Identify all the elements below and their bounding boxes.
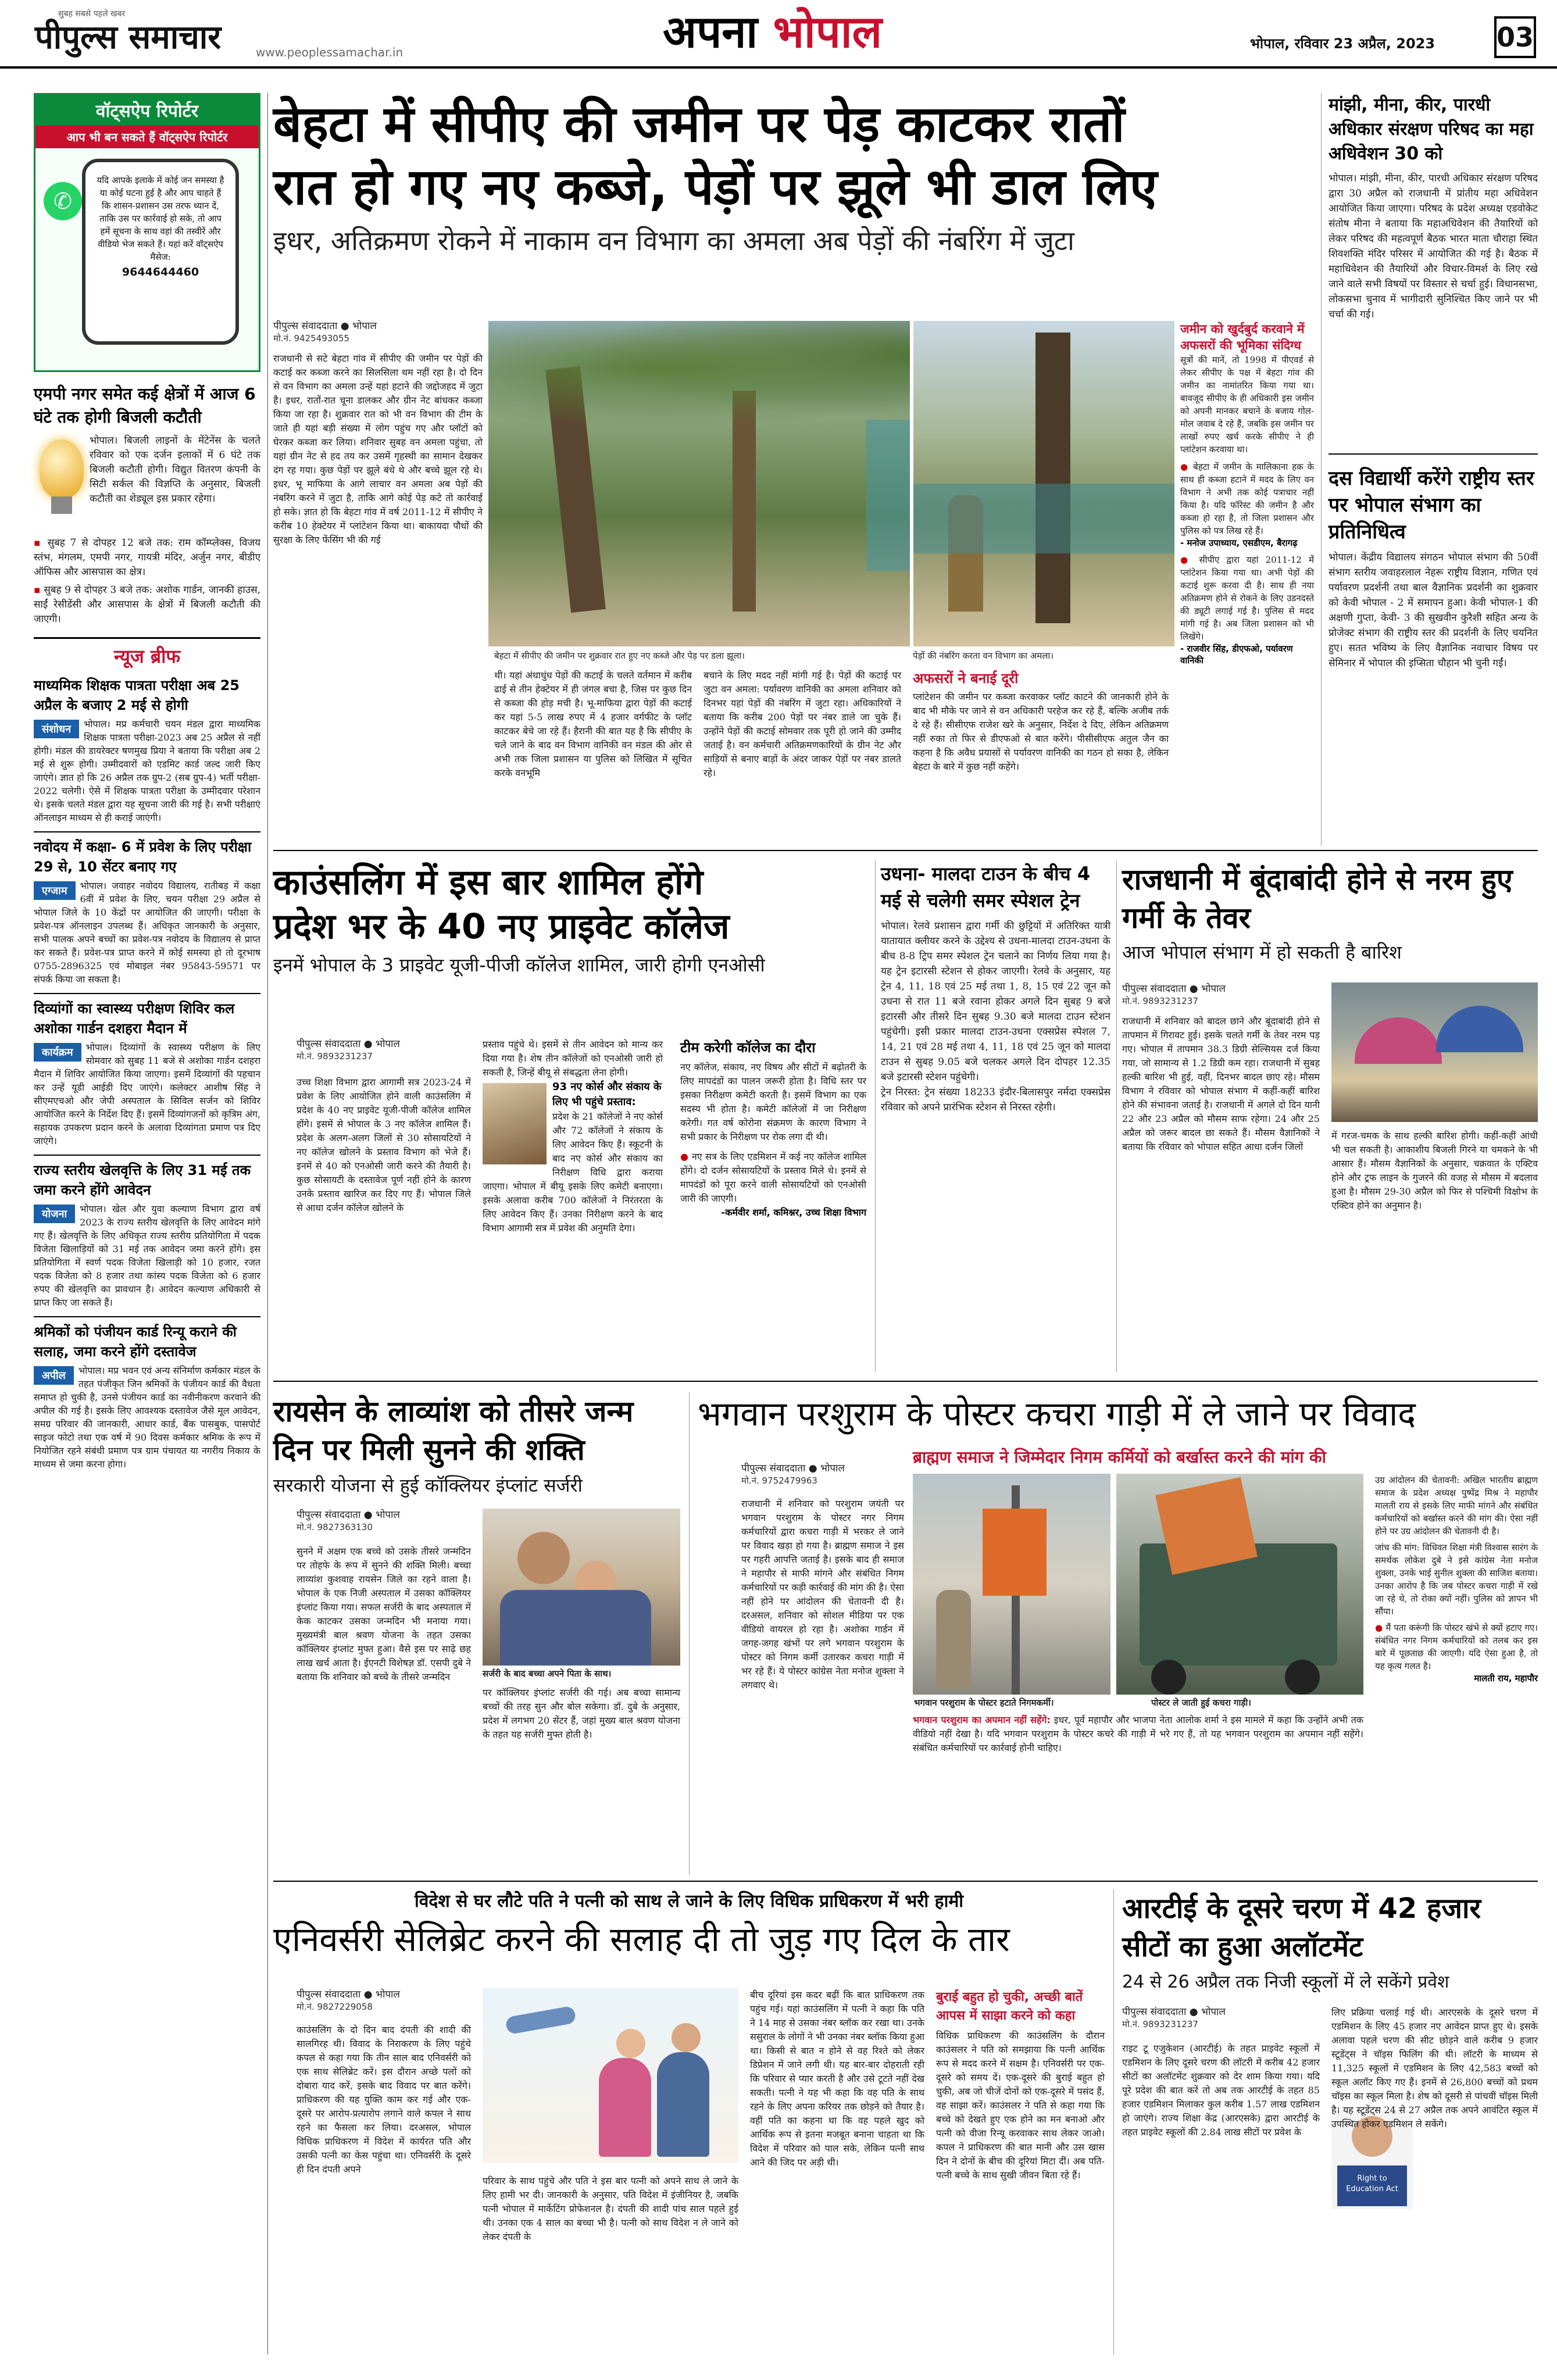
college-quote: ● नए सत्र के लिए एडमिशन में कई नए कॉलेज शामिल होंगे। दो दर्जन सोसायटियों के प्रस्ताव मिले थे। इनमें से मापदंडों को पूरा करने वाली सोसायटियों को एनओसी जारी की जाएगी। bbox=[680, 1151, 866, 1204]
weather-photo bbox=[1331, 982, 1538, 1122]
hearing-mobile: मो.नं. 9827363130 bbox=[297, 1522, 373, 1532]
hearing-col-1: सुनने में अक्षम एक बच्चे को उसके तीसरे जन्मदिन पर तोहफे के रूप में सुनने की शक्ति मिली। बच्चा लाव्यांश कुशवाह रायसेन जिले का रहने वाला है। भोपाल के एक निजी अस्पताल में उसका कॉक्लियर इंप्लांट किया गया। सफल सर्जरी के बाद अस्पताल में केक काटकर उसका जन्मदिन भी मनाया गया। मुख्यमंत्री बाल श्रवण योजना के तहत उसका कॉक्लियर इंप्लांट मुफ्त हुआ। वैसे इस पर साढ़े छह लाख खर्च आता है। ईएनटी विशेषज्ञ डॉ. एसपी दुबे ने बताया कि शनिवार को बच्चे के तीसरे जन्मदिन bbox=[297, 1546, 471, 1682]
parshuram-bottom bbox=[913, 1713, 1363, 1755]
college-mobile: मो.नं. 9893231237 bbox=[297, 1051, 373, 1062]
lead-quote-1: ● बेहटा में जमीन के मालिकाना हक के साथ ही कब्जा हटाने में मदद के लिए वन विभाग ने अभी तक कोई पत्राचार नहीं किया है। यदि फॉरेस्ट की जमीन है और कब्जा हो रहा है, तो जिला प्रशासन और पुलिस को पत्र लिख रहे हैं। bbox=[1180, 462, 1315, 536]
power-cut-slot-2: ▪ सुबह 9 से दोपहर 3 बजे तक: अशोक गार्डन, जानकी हाउस, साईं रेसीडेंसी और आसपास के क्षेत्रों में बिजली कटौती की जाएगी। bbox=[34, 584, 260, 625]
weather-col-1: राजधानी में शनिवार को बादल छाने और बूंदाबांदी होने से तापमान में गिरावट हुई। इसके चलते गर्मी के तेवर नरम पड़ गए। भोपाल में तापमान 38.3 डिग्री सेल्सियस दर्ज किया गया, जो सामान्य से 1.2 डिग्री कम रहा। राजधानी में सुबह हल्की बारिश भी हुई, वहीं, दिनभर बादल छाए रहे। मौसम विभाग ने रविवार को भोपाल संभाग में कहीं-कहीं बारिश होने की संभावना जताई है। राजधानी में अगले दो दिन यानी 22 और 23 अप्रैल को मौसम साफ रहेगा। 24 और 25 अप्रैल को जरूर बादल छा सकते हैं। मौसम वैज्ञानिकों ने बताया कि रविवार को भोपाल सहित आधा दर्जन जिलों bbox=[1122, 1016, 1320, 1152]
news-brief-body: भोपाल। दिव्यांगों के स्वास्थ्य परीक्षण के लिए सोमवार को सुबह 11 बजे से अशोका गार्डन दशहरा मैदान में शिविर आयोजित किया जाएगा। इसमें दिव्यांगों की पहचान कर उन्हें यूडी आईडी दिए जाएंगे। कलेक्टर आशीष सिंह ने सीएमएचओ और जेपी अस्पताल के सिविल सर्जन को शिविर आयोजित करने के निर्देश दिए हैं। इसमें दिव्यांगजनों को कृत्रिम अंग, सहायक उपकरण प्रदान करने के अलावा दिव्यांगता प्रमाण पत्र दिए जाएंगे। bbox=[34, 1042, 260, 1146]
hearing-headline: रायसेन के लाव्यांश को तीसरे जन्म दिन पर मिली सुनने की शक्ति bbox=[273, 1395, 634, 1467]
news-brief-tag: योजना bbox=[34, 1205, 75, 1223]
logo-tagline: सुबह सबसे पहले खबर bbox=[58, 9, 126, 19]
students-story bbox=[1329, 465, 1538, 671]
college-col-2: प्रस्ताव पहुंचे थे। इसमें से तीन आवेदन को मान्य कर दिया गया है। शेष तीन कॉलेजों को एनओसी जारी हो सकती है, जिन्हें बीयू से संबद्धता लेना होगी। bbox=[483, 1039, 663, 1078]
college-byline-block bbox=[297, 1038, 471, 1062]
lead-caption-2: पेड़ों की नंबरिंग करता वन विभाग का अमला। bbox=[913, 651, 1054, 661]
lead-photo-2 bbox=[910, 321, 1174, 646]
news-brief-item bbox=[34, 1316, 260, 1471]
lead-quote-2-by: - राजवीर सिंह, डीएफओ, पर्यावरण वानिकी bbox=[1180, 644, 1293, 666]
parshuram-story bbox=[698, 1392, 1538, 1753]
masthead bbox=[0, 0, 1557, 69]
power-cut-slot-1: ▪ सुबह 7 से दोपहर 12 बजे तक: राम कॉम्प्लेक्स, विजय स्तंभ, मंगलम, एमपी नगर, गायत्री मंदिर, अर्जुन नगर, बीडीए ऑफिस और आसपास का क्षेत्र। bbox=[34, 537, 260, 578]
lead-quote-1-by: - मनोज उपाध्याय, एसडीएम, बैरागढ़ bbox=[1180, 538, 1298, 548]
students-body: भोपाल। केंद्रीय विद्यालय संगठन भोपाल संभाग की 50वीं संभाग स्तरीय जवाहरलाल नेहरू राष्ट्रीय विज्ञान, गणित एवं पर्यावरण प्रदर्शनी तथा बाल वैज्ञानिक प्रदर्शनी का शुक्रवार को केवी भोपाल - 2 में समापन हुआ। केवी भोपाल-1 की अक्षणी गुप्ता, केवी- 3 की सुखवीन कुरैशी सहित अन्य के प्रोजेक्ट संभाग की राष्ट्रीय स्तर की प्रदर्शनी के लिए चयनित हुए। सतत भविष्य के लिए वैज्ञानिक नवाचार विषय पर सेमिनार में भोपाल की इप्सिता चौहान भी चुनी गईं। bbox=[1329, 552, 1538, 669]
rule bbox=[273, 1881, 1538, 1882]
weather-col-2: में गरज-चमक के साथ हल्की बारिश होगी। कहीं-कहीं आंधी भी चल सकती है। आकाशीय बिजली गिरने या चमकने के भी आसार हैं। मौसम वैज्ञानिकों के अनुसार, चक्रवात के एक्टिव होने और ट्रफ लाइन के गुजरने की वजह से मौसम में बदलाव हुआ है। मौसम 29-30 अप्रैल को फिर से पश्चिमी विक्षोभ के एक्टिव होने का अनुमान है। bbox=[1331, 1130, 1538, 1211]
news-brief-body: भोपाल। मप्र कर्मचारी चयन मंडल द्वारा माध्यमिक शिक्षक पात्रता परीक्षा-2023 अब 25 अप्रैल से नहीं होगी। मंडल की डायरेक्टर षणमुख प्रिया ने बताया कि परीक्षा अब 2 मई से शुरू होगी। उम्मीदवारों को एडमिट कार्ड जल्द जारी किए जाएंगे। ज्ञात हो कि 26 अप्रैल तक ग्रुप-2 (सब ग्रुप-4) भर्ती परीक्षा- 2022 चलेगी। ऐसे में शिक्षक पात्रता परीक्षा के उम्मीदवार परेशान थे। इसके चलते मंडल द्वारा यह सूचना जारी की गई है। सभी परीक्षाएं ऑनलाइन माध्यम से ही कराई जाएंगी। bbox=[34, 719, 260, 823]
lead-sub2-head: अफसरों ने बनाई दूरी bbox=[913, 670, 1019, 687]
column-rule bbox=[1321, 93, 1322, 846]
college-col-2b: प्रदेश के 21 कॉलेजों ने नए कोर्स और 72 कॉलेजों ने संकाय के लिए आवेदन किए हैं। स्कूटनी के बाद नए कोर्स और संकाय का निरीक्षण विधि द्वारा कराया जाएगा। भोपाल में बीयू इसके लिए कमेटी बनाएगा। इसके अलावा करीब 700 कॉलेजों ने निरंतरता के लिए आवेदन किए हैं। उनका निरीक्षण करने के बाद विभाग आगामी सत्र में प्रवेश की अनुमति देगा। bbox=[483, 1111, 663, 1234]
news-brief-list bbox=[34, 676, 260, 1471]
college-byline: पीपुल्स संवाददाता ● भोपाल bbox=[297, 1038, 400, 1050]
whatsapp-title: वॉट्सऐप रिपोर्टर bbox=[35, 95, 259, 126]
whatsapp-body: यदि आपके इलाके में कोई जन समस्या है या कोई घटना हुई है और आप चाहते हैं कि शासन-प्रशासन उस तरफ ध्यान दें, ताकि उस पर कार्रवाई हो सके, तो आप हमें सूचना के साथ वहां की तस्वीरें और वीडियो भेज सकते हैं। यहां करें वॉट्सऐप मैसेज: bbox=[97, 175, 224, 262]
lead-byline: पीपुल्स संवाददाता ● भोपाल bbox=[273, 320, 377, 332]
anniversary-col-2: परिवार के साथ पहुंचे और पति ने इस बार पत्नी को अपने साथ ले जाने के लिए हामी भर दी। जानकारी के अनुसार, पति विदेश में इंजीनियर है, जबकि पत्नी भोपाल में मार्केटिंग प्रोफेशनल है। दंपती की शादी पांच साल पहले हुई थी। उनका एक 4 साल का बच्चा भी है। पत्नी को साथ विदेश न ले जाने को लेकर दंपती के bbox=[483, 2175, 738, 2242]
parshuram-byline-block bbox=[741, 1462, 916, 1486]
rte-headline: आरटीई के दूसरे चरण में 42 हजार सीटों का हुआ अलॉटमेंट bbox=[1122, 1892, 1481, 1963]
rte-byline: पीपुल्स संवाददाता ● भोपाल bbox=[1122, 2006, 1226, 2018]
college-stat: 93 नए कोर्स और संकाय के लिए भी पहुंचे प्रस्ताव: bbox=[552, 1081, 662, 1108]
parshuram-bottom-body: इधर, पूर्व महापौर और भाजपा नेता आलोक शर्मा ने इस मामले में कहा कि उन्होंने अभी तक वीडियो नहीं देखा है। यदि भगवान परशुराम के पोस्टर कचरे की गाड़ी में भरे गए हैं, तो यह भगवान परशुराम का अपमान नहीं सहेंगे। संबंधित कर्मचारियों पर कार्रवाई होनी चाहिए। bbox=[913, 1714, 1364, 1753]
hearing-col-2: पर कॉक्लियर इंप्लांट सर्जरी की गई। अब बच्चा सामान्य बच्चों की तरह सुन और बोल सकेगा। डॉ. दुबे के अनुसार, प्रदेश में लगभग 20 सेंटर हैं, जहां मुख्य बाल श्रवण योजना के तहत यह सर्जरी मुफ्त होती है। bbox=[483, 1687, 680, 1740]
column-rule bbox=[267, 93, 268, 2354]
parshuram-sidebar bbox=[1375, 1474, 1538, 1684]
news-brief-tag: संशोधन bbox=[34, 720, 79, 738]
weather-story bbox=[1122, 860, 1538, 1211]
lead-col-2: थी। यहां अंधाधुंध पेड़ों की कटाई के चलते वर्तमान में करीब ढाई से तीन हेक्टेयर में ही जंगल बचा है, जिस पर कुछ दिन से कब्जा की होड़ मची है। भू-माफिया द्वारा पेड़ों की कटाई कर यहां 5-5 लाख रुपए में 4 हजार वर्गफीट के प्लॉट काटकर बेचे जा रहे हैं। हैरानी की बात यह है कि सीपीए के चले जाने के बाद वन विभाग वानिकी वन मंडल की ओर से अभी तक जिला प्रशासन या पुलिस को लिखित में सूचित करके वनभूमि bbox=[494, 670, 692, 778]
news-brief-item bbox=[34, 993, 260, 1148]
tribal-body: भोपाल। मांझी, मीना, कीर, पारधी अधिकार संरक्षण परिषद द्वारा 30 अप्रैल को राजधानी में प्रांतीय महा अधिवेशन आयोजित किया जाएगा। परिषद के प्रदेश अध्यक्ष एडवोकेट संतोष मीना ने बताया कि महाअधिवेशन की तैयारियों को लेकर परिषद की महत्वपूर्ण बैठक भारत माता चौराहा स्थित शिवशक्ति मंदिर परिसर में आयोजित की गई है। बैठक में महाधिवेशन की तैयारियों और विचार-विमर्श के लिए रखे जाने वाले सभी विषयों पर विस्तार से चर्चा हुई। विधानसभा, लोकसभा चुनाव में भागीदारी सुनिश्चित किए जाने पर भी चर्चा की गई। bbox=[1329, 173, 1538, 320]
college-quote-by: -कर्मवीर शर्मा, कमिश्नर, उच्च शिक्षा विभाग bbox=[721, 1207, 866, 1218]
hearing-deck: सरकारी योजना से हुई कॉक्लियर इंप्लांट सर्जरी bbox=[273, 1474, 583, 1496]
weather-byline: पीपुल्स संवाददाता ● भोपाल bbox=[1122, 983, 1226, 995]
college-headline: काउंसलिंग में इस बार शामिल होंगे प्रदेश भर के 40 नए प्राइवेट कॉलेज bbox=[273, 862, 730, 947]
train-body-2: ट्रेन निरस्त: ट्रेन संख्या 18233 इंदौर-बिलासपुर नर्मदा एक्सप्रेस रविवार को अपने प्रारंभिक स्टेशन से निरस्त रहेगी। bbox=[881, 1087, 1110, 1113]
news-brief-tag: अपील bbox=[34, 1366, 74, 1385]
hearing-photo bbox=[483, 1509, 680, 1666]
power-cut-story bbox=[34, 383, 260, 627]
parshuram-side-1: उग्र आंदोलन की चेतावनी: अखिल भारतीय ब्राह्मण समाज के प्रदेश अध्यक्ष पुष्पेंद्र मिश्र ने महापौर मालती राय से इसके लिए माफी मांगने और संबंधित कर्मचारियों को बर्खास्त करने की मांग की। ऐसा नहीं होने पर उग्र आंदोलन की चेतावनी दी है। bbox=[1375, 1475, 1538, 1536]
phone-illustration bbox=[82, 159, 239, 345]
college-photo bbox=[483, 1083, 547, 1164]
lead-deck: इधर, अतिक्रमण रोकने में नाकाम वन विभाग का अमला अब पेड़ों की नंबरिंग में जुटा bbox=[273, 225, 1074, 256]
rte-byline-block bbox=[1122, 2006, 1320, 2030]
rule bbox=[273, 850, 1538, 851]
parshuram-side-2: जांच की मांग: विधिवत शिक्षा मंत्री विश्वास सारंग के समर्थक लोकेश दुबे ने इसे कांग्रेस नेता मनोज शुक्ला, उनके भाई सुनील शुक्ला की साजिश बताया। उनका आरोप है कि जब पोस्टर कचरा गाड़ी में रखे जा रहे थे, तो रोका क्यों नहीं। पुलिस को ज्ञापन भी सौंपा। bbox=[1375, 1542, 1538, 1617]
hearing-caption: सर्जरी के बाद बच्चा अपने पिता के साथ। bbox=[483, 1668, 612, 1679]
train-story bbox=[881, 860, 1110, 1115]
news-brief-headline: नवोदय में कक्षा- 6 में प्रवेश के लिए परीक्षा 29 से, 10 सेंटर बनाए गए bbox=[34, 839, 252, 875]
news-brief-item bbox=[34, 831, 260, 986]
lead-sidebar bbox=[1180, 321, 1314, 666]
page-number: 03 bbox=[1494, 16, 1536, 58]
tribal-headline: मांझी, मीना, कीर, पारधी अधिकार संरक्षण परिषद का महा अधिवेशन 30 को bbox=[1329, 95, 1534, 164]
parshuram-mobile: मो.नं. 9752479963 bbox=[741, 1475, 817, 1486]
rule bbox=[1329, 453, 1538, 455]
parshuram-byline: पीपुल्स संवाददाता ● भोपाल bbox=[741, 1463, 845, 1474]
anniversary-box-body: विधिक प्राधिकरण की काउंसलिंग के दौरान काउंसलर ने पति को समझाया कि पत्नी आर्थिक रूप से मदद करने में सक्षम है। एनिवर्सरी पर एक-दूसरे को समय दें। एक-दूसरे की बुराई बहुत हो चुकी, अब जो चीजें दोनों को एक-दूसरे में पसंद हैं, वह साझा करें। काउंसलर ने पति से कहा गया कि बच्चे को देखते हुए एक होने का मन बनाओ और पत्नी को वीजा रिन्यू करवाकर साथ लेकर जाओ। कपल ने प्राधिकरण की बात मानी और उस खास दिन ने दोनों के बीच की दूरियां मिटा दीं। अब पति-पत्नी बच्चे के साथ सुखी जीवन बिता रहे हैं। bbox=[936, 2030, 1105, 2181]
bulb-icon bbox=[34, 434, 90, 533]
column-rule bbox=[1113, 1889, 1114, 2354]
website[interactable]: www.peoplessamachar.in bbox=[256, 45, 403, 59]
students-headline: दस विद्यार्थी करेंगे राष्ट्रीय स्तर पर भोपाल संभाग का प्रतिनिधित्व bbox=[1329, 467, 1534, 544]
anniversary-col-1: काउंसलिंग के दो दिन बाद दंपती की शादी की सालगिरह थी। विवाद के निराकरण के लिए पहुंचे कपल से कहा गया कि तीन साल बाद एनिवर्सरी को एक साथ सेलिब्रेट करें। इस दौरान अच्छे पलों को दोबारा याद करें, इसके बाद विवाद पर बात करेंगे। प्राधिकरण की यह युक्ति काम कर गई और एक-दूसरे पर आरोप-प्रत्यारोप लगाने वाले कपल ने साथ रहने का फैसला कर लिया। दरअसल, भोपाल विधिक प्राधिकरण में विदेश में कार्यरत पति और उसकी पत्नी का केस पहुंचा था। एनिवर्सरी के दूसरे ही दिन दंपती अपने bbox=[297, 2024, 471, 2175]
anniversary-illustration bbox=[483, 1988, 738, 2163]
rte-mobile: मो.नं. 9893231237 bbox=[1122, 2019, 1198, 2029]
parshuram-quote-by: मालती राय, महापौर bbox=[1474, 1673, 1538, 1684]
college-box-head: टीम करेगी कॉलेज का दौरा bbox=[680, 1039, 816, 1056]
lead-side-head: जमीन को खुर्दबुर्द करवाने में अफसरों की भूमिका संदिग्ध bbox=[1180, 322, 1305, 352]
parshuram-photo-1 bbox=[913, 1474, 1110, 1695]
rte-deck: 24 से 26 अप्रैल तक निजी स्कूलों में ले सकेंगे प्रवेश bbox=[1122, 1972, 1449, 1992]
hearing-byline: पीपुल्स संवाददाता ● भोपाल bbox=[297, 1509, 400, 1521]
news-brief-headline: राज्य स्तरीय खेलवृत्ति के लिए 31 मई तक जमा करने होंगे आवेदन bbox=[34, 1162, 251, 1198]
college-deck: इनमें भोपाल के 3 प्राइवेट यूजी-पीजी कॉलेज शामिल, जारी होगी एनओसी bbox=[273, 954, 765, 976]
lead-mobile: मो.नं. 9425493055 bbox=[273, 333, 349, 344]
parshuram-deck: ब्राह्मण समाज ने जिम्मेदार निगम कर्मियों को बर्खास्त करने की मांग की bbox=[913, 1448, 1326, 1467]
lead-caption-1: बेहटा में सीपीए की जमीन पर शुक्रवार रात हुए नए कब्जे और पेड़ पर डला झूला। bbox=[494, 651, 745, 661]
college-col-2-wrap bbox=[483, 1038, 663, 1235]
news-brief-body: भोपाल। मप्र भवन एवं अन्य संनिर्माण कर्मकार मंडल के तहत पंजीकृत जिन श्रमिकों के पंजीयन कार्ड की वैधता समाप्त हो चुकी है, उनसे पंजीयन कार्ड का नवीनीकरण करवाने की अपील की गई है। इसके लिए आवश्यक दस्तावेज जैसे मूल आवेदन, समग्र परिवार की जानकारी, आधार कार्ड, बैंक पासबुक, पासपोर्ट साइज फोटो तथा एक वर्ष में 90 दिवस कर्मकार श्रमिक के रूप में नियोजित रहने संबंधी प्रमाण पत्र ग्राम पंचायत या नगरीय निकाय के माध्यम से जमा करना होगा। bbox=[34, 1365, 260, 1470]
lead-sub2 bbox=[913, 669, 1169, 774]
lead-headline: बेहटा में सीपीए की जमीन पर पेड़ काटकर रातों रात हो गए नए कब्जे, पेड़ों पर झूले भी डाल लिए bbox=[273, 95, 1158, 216]
section-title bbox=[663, 6, 882, 58]
rte-col-1: राइट टू एजुकेशन (आरटीई) के तहत प्राइवेट स्कूलों में एडमिशन के लिए दूसरे चरण की लॉटरी में करीब 42 हजार सीटों का अलॉटमेंट शुक्रवार को देर शाम किया गया। यदि पूरे प्रदेश की बात करें तो अब तक आरटीई के तहत 85 हजार एडमिशन मिलाकर कुल करीब 1.57 लाख एडमिशन हो जाएंगे। राज्य शिक्षा केंद्र (आरएसके) द्वारा आरटीई के तहत प्राइवेट स्कूलों की 2.84 लाख सीटों पर प्रवेश के bbox=[1122, 2043, 1320, 2138]
section-prefix: अपना bbox=[663, 6, 758, 58]
anniversary-col-3: बीच दूरियां इस कदर बढ़ीं कि बात प्राधिकरण तक पहुंच गई। यहां काउंसलिंग में पत्नी ने कहा कि पति ने 14 माह से उसका नंबर ब्लॉक कर रखा था। उनके ससुराल के लोगों ने भी उनका नंबर ब्लॉक किया हुआ था। किसी से बात न होने से वह रिश्ते को लेकर डिप्रेशन में जाने लगी थी। यह बार-बार दोहराती रही कि परिवार से प्यार करती है और उसे टूटते नहीं देख सकती। पत्नी ने यह भी कहा कि वह पति के साथ रहने के लिए अपना करियर तक छोड़ने को तैयार है। वहीं पति का कहना था कि वह पहले खुद को आर्थिक रूप से इतना मजबूत बनाना चाहता था कि विदेश में परिवार को पाल सके, लेकिन पत्नी साथ आने की जिद पर अड़ी थी। bbox=[750, 1989, 924, 2168]
weather-mobile: मो.नं. 9893231237 bbox=[1122, 996, 1198, 1006]
anniversary-kicker: विदेश से घर लौटे पति ने पत्नी को साथ ले जाने के लिए विधिक प्राधिकरण में भरी हामी bbox=[414, 1891, 964, 1911]
anniversary-story bbox=[273, 1889, 1105, 2354]
lead-col-1: राजधानी से सटे बेहटा गांव में सीपीए की जमीन पर पेड़ों की कटाई कर कब्जा करने का सिलसिला थम नहीं रहा है। दो दिन से वन विभाग का अमला उन्हें यहां हटाने की जद्दोजहद में जुटा है। इधर, रातों-रात चूना डालकर और ग्रीन नेट बांधकर कब्जा किया जा रहा है। शुक्रवार रात को भी वन विभाग की टीम के जाते ही यहां बड़ी संख्या में लोग पहुंच गए और प्लॉटों को घेरकर कब्जा कर लिया। शनिवार सुबह वन अमला पहुंचा, तो यहां ग्रीन नेट से हद तय कर उसमें गृहस्थी का सामान देखकर दंग रह गया। कुछ पेड़ों पर झूले बंधे थे और बच्चे झूल रहे थे। इधर, भू माफिया के आगे लाचार वन अमला अब पेड़ों की नंबरिंग करने में जुटा है, ताकि आगे कोई पेड़ कटे तो कार्रवाई हो सके। ज्ञात हो कि बेहटा गांव में वर्ष 2011-12 में सीपीए ने करीब 10 हेक्टेयर में प्लांटेशन किया था। बाकायदा पौधों की सुरक्षा के लिए फेंसिंग भी की गई bbox=[273, 353, 483, 545]
column-rule bbox=[689, 1392, 690, 1875]
logo bbox=[35, 8, 221, 56]
lead-col-3: बचाने के लिए मदद नहीं मांगी गई है। पेड़ों की कटाई पर जुटा वन अमला: पर्यावरण वानिकी का अमला शनिवार को दिनभर यहां पेड़ों की नंबरिंग में जुटा रहा। अधिकारियों ने बताया कि करीब 200 पेड़ों पर नंबर डाले जा चुके हैं। उन्होंने पेड़ों की कटाई सोमवार तक पूरी हो जाने की उम्मीद जताई है। वन कर्मचारी अतिक्रमणकारियों के ग्रीन नेट और साड़ियों से बनाए बाड़ों के अंदर जाकर पेड़ों पर नंबर डालते रहे। bbox=[703, 670, 901, 778]
train-headline: उधना- मालदा टाउन के बीच 4 मई से चलेगी समर स्पेशल ट्रेन bbox=[881, 863, 1091, 912]
anniversary-headline: एनिवर्सरी सेलिब्रेट करने की सलाह दी तो जुड़ गए दिल के तार bbox=[273, 1920, 1010, 1959]
parshuram-col-1: राजधानी में शनिवार को परशुराम जयंती पर भगवान परशुराम के पोस्टर नगर निगम कर्मचारियों द्वारा कचरा गाड़ी में भरकर ले जाने पर विवाद खड़ा हो गया है। ब्राह्मण समाज ने इस पर गहरी आपत्ति जताई है। इसके बाद ही समाज ने महापौर से माफी मांगने और संबंधित निगम कर्मचारियों पर कड़ी कार्रवाई की मांग की है। ऐसा नहीं होने पर आंदोलन की चेतावनी दी है। दरअसल, शनिवार को सोशल मीडिया पर एक वीडियो वायरल हो रहा है। अशोका गार्डन में जगह-जगह खंभों पर लगे भगवान परशुराम के पोस्टर को निगम कर्मी उतारकर कचरा गाड़ी में भर रहे हैं। ये पोस्टर कांग्रेस नेता मनोज शुक्ला ने लगवाए थे। bbox=[741, 1498, 904, 1691]
parshuram-headline: भगवान परशुराम के पोस्टर कचरा गाड़ी में ले जाने पर विवाद bbox=[698, 1394, 1416, 1434]
whatsapp-icon: ✆ bbox=[44, 182, 82, 220]
column-rule bbox=[875, 860, 876, 1372]
lead-story bbox=[273, 93, 1314, 843]
tribal-story bbox=[1329, 93, 1538, 322]
whatsapp-box bbox=[34, 93, 260, 372]
college-story bbox=[273, 860, 872, 1372]
college-box bbox=[680, 1038, 866, 1218]
anniversary-byline: पीपुल्स संवाददाता ● भोपाल bbox=[297, 1989, 400, 2000]
anniversary-box bbox=[936, 1988, 1105, 2182]
news-brief-item bbox=[34, 676, 260, 824]
weather-headline: राजधानी में बूंदाबांदी होने से नरम हुए गर्मी के तेवर bbox=[1122, 863, 1513, 935]
news-brief-headline: माध्यमिक शिक्षक पात्रता परीक्षा अब 25 अप्रैल के बजाए 2 मई से होगी bbox=[34, 677, 240, 713]
rte-badge: Right to Education Act bbox=[1337, 2165, 1407, 2206]
column-rule bbox=[1116, 860, 1117, 1372]
power-cut-headline: एमपी नगर समेत कई क्षेत्रों में आज 6 घंटे तक होगी बिजली कटौती bbox=[34, 384, 256, 427]
parshuram-photo-2 bbox=[1116, 1474, 1363, 1695]
lead-quote-2: ● सीपीए द्वारा यहां 2011-12 में प्लांटेशन किया गया था। अभी पेड़ों की कटाई शुरू करवा दी है। साथ ही नया अतिक्रमण होने से रोकने के लिए उडनदस्ते की ड्यूटी लगाई गई है। पुलिस से मदद मांगी गई है। अब जिला प्रशासन को भी लिखेंगे। bbox=[1180, 555, 1314, 642]
rte-story bbox=[1122, 1889, 1538, 2193]
news-brief-tag: कार्यक्रम bbox=[34, 1043, 81, 1062]
news-brief-tag: एग्जाम bbox=[34, 881, 76, 900]
parshuram-bottom-head: भगवान परशुराम का अपमान नहीं सहेंगे: bbox=[913, 1714, 1051, 1725]
weather-deck: आज भोपाल संभाग में हो सकती है बारिश bbox=[1122, 941, 1402, 963]
rte-col-2: लिए प्रक्रिया चलाई गई थी। आरएसके के दूसरे चरण में एडमिशन के लिए 45 हजार नए आवेदन प्राप्त हुए थे। इसके अलावा पहले चरण की सीट छोड़ने वाले करीब 9 हजार स्टूडेंट्स ने चॉइस फिलिंग की थी। लॉटरी के माध्यम से 11,325 स्कूलों में एडमिशन के लिए 42,583 बच्चों को स्कूल अलॉट किए गए हैं। इनमें से 26,800 बच्चों को प्रथम चॉइस का स्कूल मिला है। शेष को दूसरी से पांचवीं चॉइस मिली है। यह स्टूडेंट्स 24 से 27 अप्रैल तक अपने आवंटित स्कूल में उपस्थित होकर एडमिशन ले सकेंगे। bbox=[1331, 2007, 1538, 2129]
section-city: भोपाल bbox=[773, 6, 883, 58]
hearing-byline-block bbox=[297, 1509, 471, 1533]
college-col-1: उच्च शिक्षा विभाग द्वारा आगामी सत्र 2023-24 में प्रवेश के लिए आयोजित होने वाली काउंसलिंग में प्रदेश के 40 नए प्राइवेट यूजी-पीजी कॉलेज शामिल होंगे। इसमें से भोपाल के 3 नए कॉलेज शामिल हैं। प्रदेश के अलग-अलग जिलों से 30 सोसायटियों ने नए कॉलेज खोलने के प्रस्ताव विभाग को भेजे हैं। इनमें से 40 को एनओसी जारी करने की तैयारी है। कुछ सोसायटी के दस्तावेज पूर्ण नहीं होने के कारण उनके प्रस्ताव खारिज कर दिए गए हैं। भोपाल जिले से आधा दर्जन कॉलेज खोलने के bbox=[297, 1077, 471, 1213]
anniversary-byline-block bbox=[297, 1988, 471, 2013]
college-box-body: नए कॉलेज, संकाय, नए विषय और सीटों में बढ़ोतरी के लिए मापदंडों का पालन जरूरी होता है। विधि स्तर पर इसका निरीक्षण कमेटी करती है। इसमें विभाग का एक सदस्य भी होता है। कमेटी कॉलेजों में जा निरीक्षण करेगी। गत वर्ष कोरोना संक्रमण के कारण विभाग ने सभी प्रकार के निरीक्षण पर रोक लगा दी थी। bbox=[680, 1062, 866, 1142]
anniversary-mobile: मो.नं. 9827229058 bbox=[297, 2002, 373, 2012]
news-brief-label: न्यूज ब्रीफ bbox=[34, 637, 260, 669]
parshuram-quote: ● मैं पता करूंगी कि पोस्टर खंभे से क्यों हटाए गए। संबंधित नगर निगम कर्मचारियों को तलब कर इस बारे में पूछताछ की जाएगी। यदि ऐसा हुआ है, तो यह कृत्य गलत है। bbox=[1375, 1623, 1538, 1671]
whatsapp-subtitle: आप भी बन सकते हैं वॉट्सऐप रिपोर्टर bbox=[35, 126, 259, 148]
left-column bbox=[34, 93, 260, 2360]
parshuram-caption-1: भगवान परशुराम के पोस्टर हटाते निगमकर्मी। bbox=[914, 1698, 1054, 1708]
lead-side-body: सूत्रों की मानें, तो 1998 में पीएवर्ड से लेकर सीपीए के पक्ष में बेहटा गांव की जमीन का नामांतरित किया गया था। बावजूद सीपीए के ही अधिकारी इस जमीन को अपनी मानकर बचाने के बजाय गोल-मोल जवाब दे रहे हैं, जबकि इस जमीन पर लाखों रुपए खर्च करके सीपीए ने ही प्लांटेशन करवाया था। bbox=[1180, 355, 1314, 455]
news-brief-headline: दिव्यांगों का स्वास्थ्य परीक्षण शिविर कल अशोका गार्डन दशहरा मैदान में bbox=[34, 1000, 235, 1037]
anniversary-box-head: बुराई बहुत हो चुकी, अच्छी बातें आपस में साझा करने को कहा bbox=[936, 1990, 1083, 2023]
hearing-story bbox=[273, 1392, 680, 1740]
lead-byline-block bbox=[273, 320, 488, 344]
news-brief-item bbox=[34, 1155, 260, 1309]
power-cut-body: भोपाल। बिजली लाइनों के मेंटेनेंस के चलते रविवार को एक दर्जन इलाकों में 6 घंटे तक बिजली कटौती होगी। विद्युत वितरण कंपनी के सिटी सर्कल की विज्ञप्ति के अनुसार, बिजली कटौती का शेड्यूल इस प्रकार रहेगा। bbox=[90, 435, 260, 505]
whatsapp-phone[interactable]: 9644644460 bbox=[122, 266, 199, 278]
news-brief-headline: श्रमिकों को पंजीयन कार्ड रिन्यू कराने की सलाह, जमा करने होंगे दस्तावेज bbox=[34, 1324, 237, 1360]
lead-col-4: प्लांटेशन की जमीन पर कब्जा करवाकर प्लॉट काटने की जानकारी होने के बाद भी मौके पर जाने से वन अधिकारी परहेज कर रहे हैं, बल्कि अजीब तर्क दे रहे हैं। सीसीएफ राजेश खरे के अनुसार, निर्देश दे दिए, लेकिन अतिक्रमण नहीं रुका तो फिर से डीएफओ से बात करेंगे। पीसीसीएफ अतुल जैन का कहना है कि अवैध प्रयासों से पर्यावरण वानिकी का गठन हो सका है, लेकिन बेहटा के बारे में कुछ नहीं कहेंगे। bbox=[913, 691, 1169, 772]
train-body: भोपाल। रेलवे प्रशासन द्वारा गर्मी की छुट्टियों में अतिरिक्त यात्री यातायात क्लीयर करने के उद्देश्य से उधना-मालदा टाउन-उधना के बीच 8-8 ट्रिप समर स्पेशल ट्रेन चलाने का निर्णय लिया गया है। यह ट्रेन इटारसी स्टेशन से होकर जाएगी। रेलवे के अनुसार, यह ट्रेन 4, 11, 18 एवं 25 मई तथा 1, 8, 15 एवं 22 जून को उधना से रात 11 बजे रवाना होकर अगले दिन सुबह 9 बजे इटारसी और तीसरे दिन सुबह 9.30 बजे मालदा टाउन स्टेशन पहुंचेगी। इसी प्रकार मालदा टाउन-उधना एक्सप्रेस स्पेशल 7, 14, 21 एवं 28 मई तथा 4, 11, 18 एवं 25 जून को मालदा टाउन से सुबह 9.05 बजे चलकर अगले दिन दोपहर 12.35 बजे इटारसी स्टेशन पहुंचेगी। bbox=[881, 920, 1110, 1083]
dateline: भोपाल, रविवार 23 अप्रैल, 2023 bbox=[1250, 35, 1435, 52]
logo-text: पीपुल्स समाचार bbox=[35, 19, 222, 56]
weather-byline-block bbox=[1122, 982, 1320, 1007]
rule bbox=[273, 1381, 1538, 1382]
parshuram-caption-2: पोस्टर ले जाती हुई कचरा गाड़ी। bbox=[1151, 1698, 1251, 1708]
news-brief-body: भोपाल। जवाहर नवोदय विद्यालय, रातीबड़ में कक्षा 6वीं में प्रवेश के लिए, चयन परीक्षा 29 अप्रैल से भोपाल जिले के 10 केंद्रों पर आयोजित की जाएगी। परीक्षा के प्रवेश-पत्र ऑनलाइन उपलब्ध हैं। अधिकृत जानकारी के अनुसार, सभी पालक अपने बच्चों का प्रवेश-पत्र नवोदय के विद्यालय से प्राप्त कर सकते हैं। प्रवेश-पत्र प्राप्त करने में कोई समस्या हो तो दूरभाष 0755-2896325 एवं मोबाइल नंबर 95843-59571 पर संपर्क किया जा सकता है। bbox=[34, 880, 260, 985]
news-brief-body: भोपाल। खेल और युवा कल्याण विभाग द्वारा वर्ष 2023 के राज्य स्तरीय खेलवृत्ति के लिए आवेदन मांगे गए हैं। खेलवृत्ति के लिए अधिकृत राज्य स्तरीय प्रतियोगिता में पदक विजेता खिलाड़ियों को 31 मई तक आवेदन जमा करने होंगे। इस प्रतियोगिता में स्वर्ण पदक विजेता खिलाड़ी को 10 हजार, रजत पदक विजेता को 8 हजार तथा कांस्य पदक विजेता को 6 हजार रुपए की खेलवृत्ति का प्रावधान है। आवेदन कल्याण अधिकारी से प्राप्त किए जा सकते हैं। bbox=[34, 1203, 260, 1308]
